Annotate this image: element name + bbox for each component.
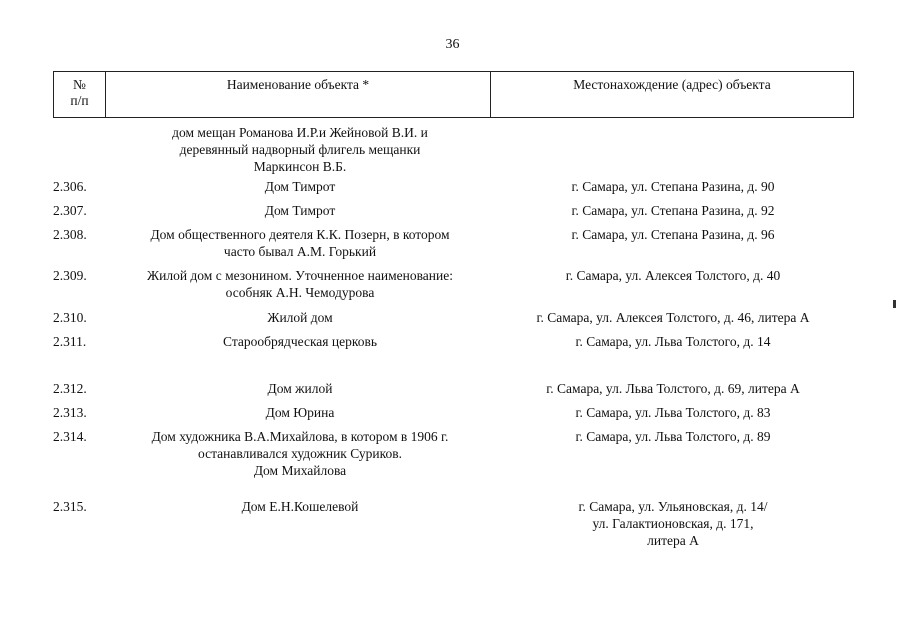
object-name-line: Дом художника В.А.Михайлова, в котором в 1906 г. (151, 429, 449, 444)
object-address-line: ул. Галактионовская, д. 171, (592, 516, 754, 531)
object-name (110, 333, 490, 350)
row-number: 2.315. (53, 499, 87, 514)
object-name-line: Дом Е.Н.Кошелевой (241, 499, 359, 514)
object-name-line: Дом общественного деятеля К.К. Позерн, в котором (150, 227, 450, 242)
header-address-column: Местонахождение (адрес) объекта (573, 77, 771, 92)
object-name-line: останавливался художник Суриков. (197, 446, 403, 461)
object-address (497, 498, 849, 549)
object-address-line: г. Самара, ул. Степана Разина, д. 90 (571, 179, 775, 194)
object-name (110, 178, 490, 195)
table-header (53, 71, 854, 118)
object-name-line: Дом Тимрот (264, 179, 336, 194)
object-address-line: г. Самара, ул. Степана Разина, д. 92 (571, 203, 775, 218)
object-address (497, 202, 849, 219)
object-name-line: Жилой дом (267, 310, 333, 325)
object-address (497, 267, 849, 284)
page-number: 36 (445, 37, 460, 52)
object-name (110, 226, 490, 260)
object-address (497, 380, 849, 397)
object-name-line: Маркинсон В.Б. (253, 159, 347, 174)
object-address-line: г. Самара, ул. Льва Толстого, д. 14 (575, 334, 771, 349)
header-number-symbol: № (73, 77, 86, 92)
header-number-column (54, 72, 106, 117)
header-name-column: Наименование объекта * (106, 72, 491, 117)
object-name (110, 404, 490, 421)
object-address (497, 333, 849, 350)
object-name-line: особняк А.Н. Чемодурова (225, 285, 375, 300)
object-address-line: г. Самара, ул. Льва Толстого, д. 69, литера А (546, 381, 800, 396)
row-number: 2.313. (53, 405, 87, 420)
row-number: 2.310. (53, 310, 87, 325)
object-name (110, 202, 490, 219)
object-name-line: часто бывал А.М. Горький (223, 244, 377, 259)
object-name-line: Жилой дом с мезонином. Уточненное наименование: (147, 268, 453, 283)
object-name-line: Дом Тимрот (264, 203, 336, 218)
row-number: 2.314. (53, 429, 87, 444)
header-number-label: п/п (70, 93, 89, 108)
object-address (497, 428, 849, 445)
object-address (497, 309, 849, 326)
object-name (110, 380, 490, 397)
row-number: 2.309. (53, 268, 87, 283)
object-address-line: г. Самара, ул. Степана Разина, д. 96 (571, 227, 775, 242)
object-name-line: Дом Михайлова (253, 463, 347, 478)
object-address-line: г. Самара, ул. Алексея Толстого, д. 40 (565, 268, 781, 283)
object-address (497, 404, 849, 421)
row-number: 2.306. (53, 179, 87, 194)
object-name (110, 428, 490, 479)
scan-mark (893, 300, 896, 308)
object-name-line: Дом Юрина (265, 405, 335, 420)
object-address-line: г. Самара, ул. Ульяновская, д. 14/ (578, 499, 768, 514)
row-number: 2.307. (53, 203, 87, 218)
object-name-line: деревянный надворный флигель мещанки (179, 142, 421, 157)
object-address-line: г. Самара, ул. Алексея Толстого, д. 46, литера А (536, 310, 810, 325)
object-address-line: г. Самара, ул. Льва Толстого, д. 89 (575, 429, 771, 444)
row-number: 2.311. (53, 334, 87, 349)
object-name (110, 498, 490, 515)
object-address (497, 226, 849, 243)
object-name-line: Старообрядческая церковь (223, 334, 377, 349)
object-address (497, 178, 849, 195)
object-address-line: г. Самара, ул. Льва Толстого, д. 83 (575, 405, 771, 420)
row-number: 2.308. (53, 227, 87, 242)
row-number: 2.312. (53, 381, 87, 396)
object-name-line: Дом жилой (267, 381, 333, 396)
object-name-line: дом мещан Романова И.Р.и Жейновой В.И. и (172, 125, 428, 140)
object-name (110, 267, 490, 301)
object-address-line: литера А (647, 533, 699, 548)
object-name (110, 124, 490, 175)
object-name (110, 309, 490, 326)
